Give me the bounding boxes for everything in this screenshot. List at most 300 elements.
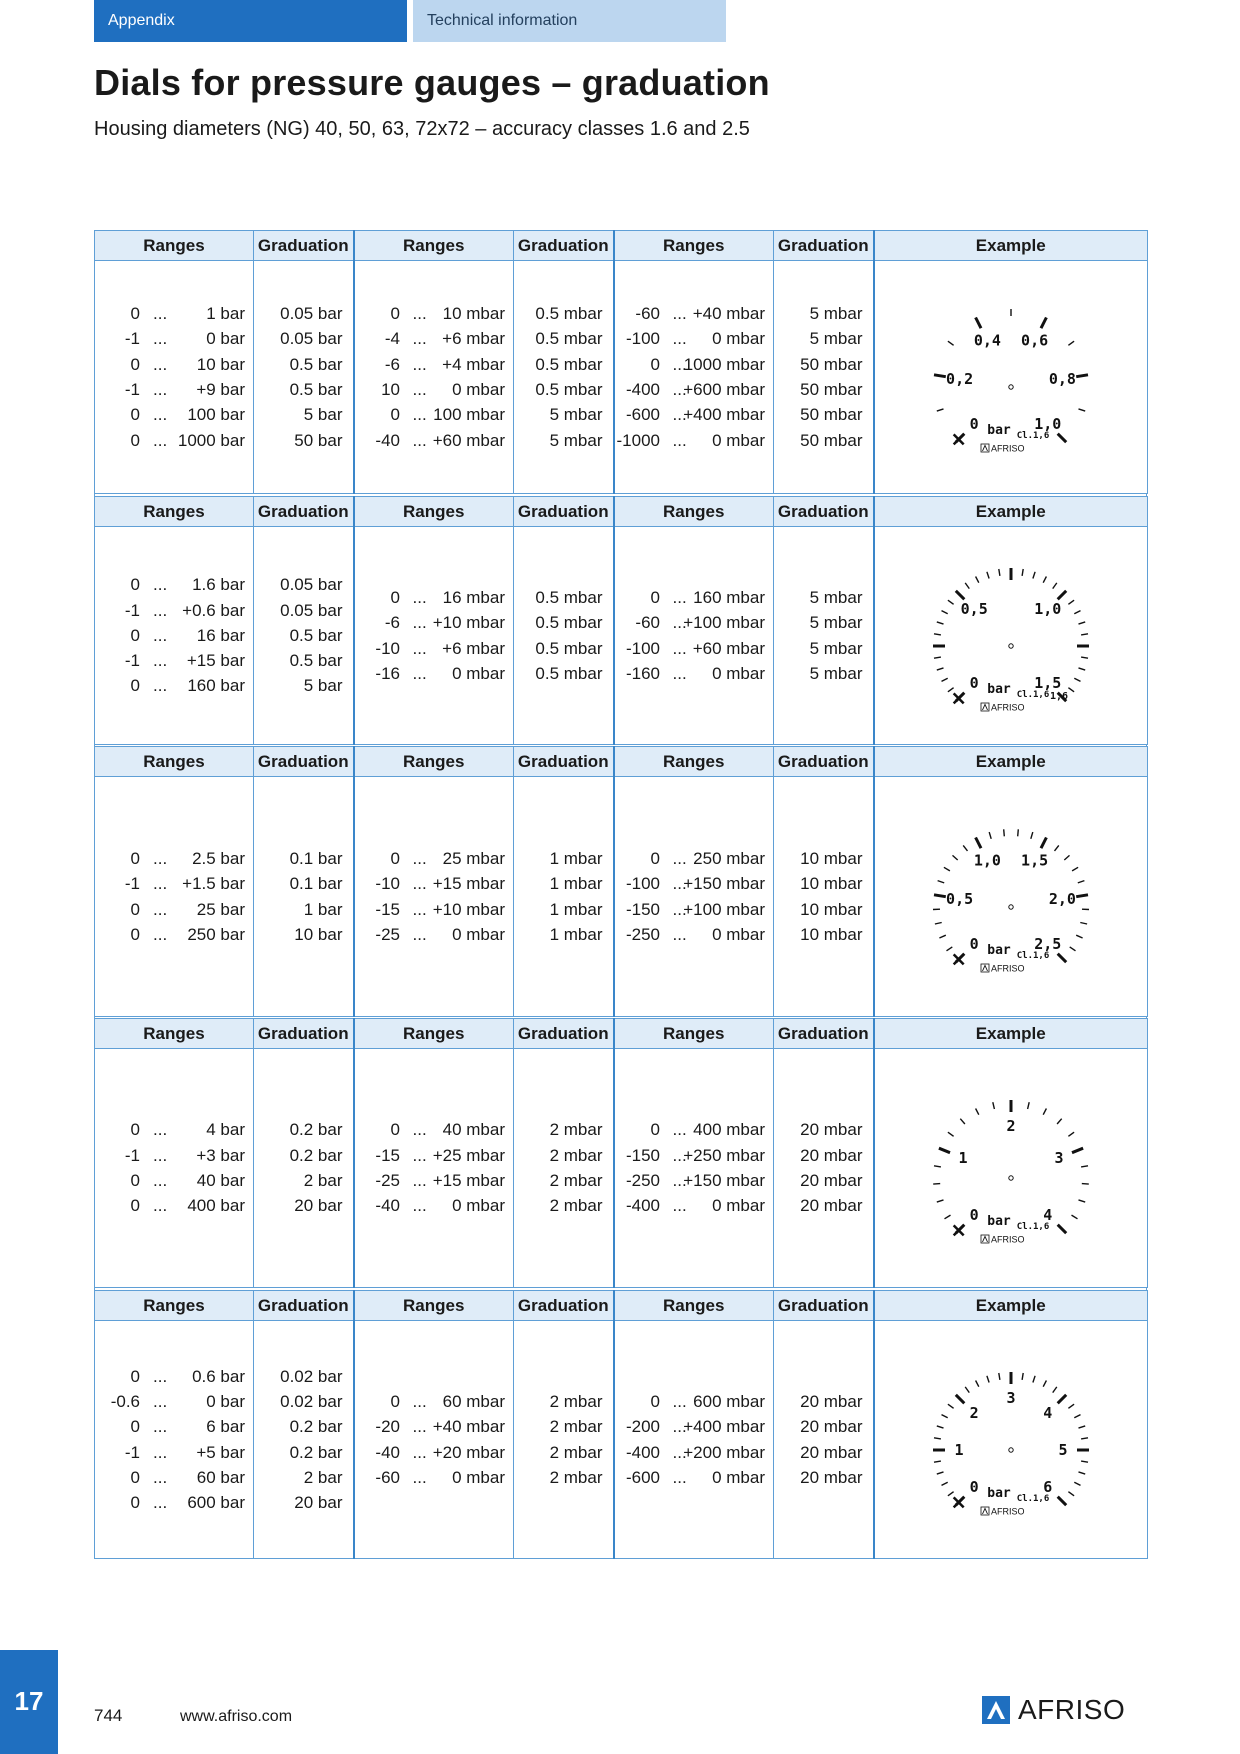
dial-minor-tick bbox=[1003, 829, 1004, 836]
range-max: 25 mbar bbox=[442, 848, 505, 868]
range-line bbox=[95, 598, 253, 623]
dial-minor-tick bbox=[1078, 1471, 1085, 1473]
dial-scale-label: 2,5 bbox=[1034, 934, 1062, 953]
range-min: -40 bbox=[375, 1196, 400, 1216]
dial-minor-tick bbox=[1074, 678, 1080, 681]
dial-major-tick bbox=[1076, 375, 1088, 377]
tab-appendix-label: Appendix bbox=[108, 12, 175, 29]
graduation-value: 0.05 bar bbox=[280, 575, 343, 595]
range-dots: ... bbox=[153, 625, 168, 645]
dial-minor-tick bbox=[1017, 829, 1018, 836]
tab-appendix[interactable] bbox=[94, 0, 407, 42]
dial-unit: bar bbox=[987, 942, 1011, 958]
dial-brand: AFRISO bbox=[990, 702, 1025, 712]
table-body-row bbox=[95, 261, 1148, 494]
range-max: 160 bar bbox=[187, 676, 245, 696]
column-header-graduation: Graduation bbox=[514, 497, 614, 527]
range-line bbox=[615, 326, 774, 351]
example-cell bbox=[874, 1321, 1148, 1559]
range-max: +5 bar bbox=[196, 1442, 245, 1462]
dial-scale-label: 4 bbox=[1043, 1205, 1053, 1224]
range-dots: ... bbox=[412, 874, 427, 894]
dial-scale-label: 0,8 bbox=[1048, 369, 1076, 388]
range-min: 0 bbox=[650, 354, 660, 374]
dial-scale-label: 0 bbox=[969, 1205, 979, 1224]
dial-major-tick bbox=[956, 1394, 965, 1403]
ranges-cell bbox=[95, 1049, 254, 1288]
range-line bbox=[615, 871, 774, 896]
table-header-row bbox=[95, 497, 1148, 527]
dial-minor-tick bbox=[1078, 667, 1085, 669]
range-max: 0 bar bbox=[206, 329, 245, 349]
dial-minor-tick bbox=[948, 687, 954, 691]
range-line bbox=[95, 1490, 253, 1515]
graduation-cell bbox=[514, 777, 614, 1017]
range-dots: ... bbox=[412, 304, 427, 324]
example-cell bbox=[874, 777, 1148, 1017]
graduation-value: 0.5 mbar bbox=[535, 354, 603, 374]
range-line bbox=[355, 661, 514, 686]
dial-minor-tick bbox=[934, 1437, 941, 1438]
dial-minor-tick bbox=[999, 569, 1000, 576]
dial-scale-label: 1,5 bbox=[1020, 851, 1048, 870]
range-line bbox=[95, 1143, 253, 1168]
range-line bbox=[95, 402, 253, 427]
range-line bbox=[95, 1414, 253, 1439]
gauge-dial-example bbox=[911, 551, 1111, 721]
dial-minor-tick bbox=[934, 1166, 941, 1167]
range-max: 0 mbar bbox=[712, 1196, 765, 1216]
dial-minor-tick bbox=[941, 610, 947, 613]
graduation-value: 0.5 mbar bbox=[535, 663, 603, 683]
range-dots: ... bbox=[412, 924, 427, 944]
column-header-graduation: Graduation bbox=[514, 231, 614, 261]
dial-brand: AFRISO bbox=[990, 443, 1025, 454]
range-line bbox=[355, 1117, 514, 1142]
range-dots: ... bbox=[153, 329, 168, 349]
column-header-ranges: Ranges bbox=[354, 747, 514, 777]
range-max: 40 bar bbox=[196, 1171, 245, 1190]
graduation-value: 1 mbar bbox=[549, 848, 603, 868]
range-max: 25 bar bbox=[196, 899, 245, 919]
range-line bbox=[355, 871, 514, 896]
dial-major-tick bbox=[1072, 1148, 1083, 1153]
graduation-value: 10 mbar bbox=[800, 924, 863, 944]
range-max: +20 mbar bbox=[432, 1442, 505, 1462]
range-min: 0 bbox=[650, 848, 660, 868]
graduation-value: 50 mbar bbox=[800, 380, 863, 399]
graduation-cell bbox=[254, 1049, 354, 1288]
column-header-graduation: Graduation bbox=[514, 747, 614, 777]
graduation-value: 0.1 bar bbox=[289, 874, 343, 894]
range-max: 16 mbar bbox=[442, 587, 505, 607]
dial-minor-tick bbox=[965, 1386, 969, 1392]
range-line bbox=[355, 1389, 514, 1414]
dial-scale-label: 1,0 bbox=[1034, 414, 1062, 433]
dial-minor-tick bbox=[944, 867, 950, 871]
dial-minor-tick bbox=[1068, 341, 1074, 345]
range-min: -15 bbox=[375, 1145, 400, 1165]
dial-major-tick bbox=[975, 318, 980, 329]
range-min: -15 bbox=[375, 899, 400, 919]
range-line bbox=[355, 1414, 514, 1439]
graduation-value: 20 mbar bbox=[800, 1467, 863, 1487]
column-header-ranges: Ranges bbox=[614, 1019, 774, 1049]
range-min: 0 bbox=[390, 405, 400, 425]
graduation-cell bbox=[774, 1049, 874, 1288]
column-header-graduation: Graduation bbox=[254, 1019, 354, 1049]
graduation-cell bbox=[514, 1049, 614, 1288]
range-dots: ... bbox=[412, 613, 427, 633]
dial-minor-tick bbox=[1072, 867, 1078, 871]
dial-minor-tick bbox=[944, 1215, 950, 1219]
dial-center-pivot bbox=[1009, 1447, 1013, 1451]
dial-accuracy-class: Cl.1,6 bbox=[1016, 1222, 1050, 1232]
graduation-value: 0.5 mbar bbox=[535, 638, 603, 658]
column-header-graduation: Graduation bbox=[254, 497, 354, 527]
graduation-value: 5 mbar bbox=[809, 587, 863, 607]
dial-major-tick bbox=[1076, 894, 1088, 896]
graduation-cell bbox=[254, 261, 354, 494]
dial-minor-tick bbox=[965, 582, 969, 588]
range-dots: ... bbox=[672, 380, 687, 399]
range-max: +400 mbar bbox=[683, 1417, 765, 1437]
range-line bbox=[355, 326, 514, 351]
range-max: 0 mbar bbox=[452, 380, 505, 399]
range-min: -200 bbox=[625, 1417, 660, 1437]
graduation-cell bbox=[254, 527, 354, 745]
dial-accuracy-class: Cl.1,6 bbox=[1016, 1493, 1050, 1504]
range-min: 0 bbox=[650, 1120, 660, 1140]
column-header-ranges: Ranges bbox=[95, 497, 254, 527]
range-line bbox=[355, 897, 514, 922]
range-max: 6 bar bbox=[206, 1417, 245, 1437]
graduation-value: 2 bar bbox=[303, 1467, 343, 1487]
range-dots: ... bbox=[153, 1391, 168, 1411]
range-min: -60 bbox=[375, 1467, 400, 1487]
range-max: +60 mbar bbox=[432, 430, 505, 450]
dial-brand-logo-icon bbox=[981, 1507, 989, 1515]
range-min: 10 bbox=[381, 380, 400, 399]
range-max: 600 bar bbox=[187, 1493, 245, 1513]
dial-minor-tick bbox=[963, 845, 967, 851]
range-line bbox=[615, 922, 774, 947]
range-min: -400 bbox=[625, 1442, 660, 1462]
range-min: -1 bbox=[124, 600, 140, 620]
range-dots: ... bbox=[153, 899, 168, 919]
range-max: 250 mbar bbox=[693, 848, 765, 868]
range-max: +100 mbar bbox=[683, 899, 765, 919]
range-max: +1.5 bar bbox=[182, 874, 245, 894]
page-number: 744 bbox=[94, 1706, 123, 1725]
graduation-value: 0.5 mbar bbox=[535, 380, 603, 399]
dial-accuracy-class: Cl.1,6 bbox=[1016, 431, 1050, 441]
example-cell bbox=[874, 1049, 1148, 1288]
range-line bbox=[95, 1193, 253, 1218]
column-header-graduation: Graduation bbox=[774, 1019, 874, 1049]
graduation-value: 5 mbar bbox=[549, 405, 603, 425]
dial-minor-tick bbox=[1033, 1375, 1035, 1382]
range-max: 100 mbar bbox=[433, 405, 505, 425]
range-min: -6 bbox=[384, 613, 400, 633]
gauge-dial-example bbox=[911, 1083, 1111, 1253]
range-min: -0.6 bbox=[110, 1391, 140, 1411]
range-dots: ... bbox=[672, 430, 687, 450]
range-max: 10 mbar bbox=[442, 304, 505, 324]
range-dots: ... bbox=[672, 329, 687, 349]
dial-minor-tick bbox=[937, 1200, 944, 1202]
range-min: -1 bbox=[124, 1442, 140, 1462]
range-max: +3 bar bbox=[196, 1145, 245, 1165]
range-dots: ... bbox=[412, 1391, 427, 1411]
graduation-value: 5 mbar bbox=[549, 430, 603, 450]
range-min: -25 bbox=[375, 924, 400, 944]
range-max: 600 mbar bbox=[693, 1391, 765, 1411]
range-max: 1000 bar bbox=[177, 430, 245, 450]
range-line bbox=[95, 428, 253, 453]
dial-minor-tick bbox=[1078, 1200, 1085, 1202]
dial-minor-tick bbox=[975, 1109, 978, 1115]
dial-minor-tick bbox=[987, 571, 989, 578]
range-min: -40 bbox=[375, 1442, 400, 1462]
tab-technical-information[interactable] bbox=[413, 0, 726, 42]
dial-scale-label: 1,0 bbox=[973, 851, 1001, 870]
dial-minor-tick bbox=[935, 922, 942, 924]
range-max: +40 mbar bbox=[432, 1417, 505, 1437]
graduation-cell bbox=[514, 261, 614, 494]
range-line bbox=[95, 1389, 253, 1414]
range-dots: ... bbox=[412, 663, 427, 683]
range-line bbox=[95, 922, 253, 947]
dial-scale-label: 1,5 bbox=[1034, 673, 1062, 692]
dial-minor-tick bbox=[934, 633, 941, 634]
dial-scale-label: 0,4 bbox=[973, 331, 1001, 350]
range-dots: ... bbox=[672, 304, 687, 324]
range-dots: ... bbox=[153, 651, 168, 671]
dial-scale-label: 0,5 bbox=[945, 889, 973, 908]
column-header-graduation: Graduation bbox=[774, 747, 874, 777]
dial-minor-tick bbox=[1074, 1482, 1080, 1485]
column-header-ranges: Ranges bbox=[95, 231, 254, 261]
range-max: +10 mbar bbox=[432, 899, 505, 919]
dial-scale-label: 1 bbox=[958, 1149, 968, 1168]
graduation-value: 10 mbar bbox=[800, 848, 863, 868]
range-dots: ... bbox=[672, 354, 687, 374]
range-line bbox=[615, 1389, 774, 1414]
graduation-value: 1 bar bbox=[303, 899, 343, 919]
graduation-value: 5 bar bbox=[303, 405, 343, 425]
range-max: +250 mbar bbox=[683, 1145, 765, 1165]
graduation-value: 20 mbar bbox=[800, 1171, 863, 1190]
dial-scale-label: 0 bbox=[969, 934, 979, 953]
graduation-value: 0.5 bar bbox=[289, 380, 343, 399]
range-min: 0 bbox=[650, 1391, 660, 1411]
dial-scale-label: 0 bbox=[969, 1477, 979, 1496]
graduation-cell bbox=[774, 1321, 874, 1559]
range-max: 2.5 bar bbox=[192, 848, 245, 868]
ranges-cell bbox=[614, 1049, 774, 1288]
dial-minor-tick bbox=[1082, 1184, 1089, 1185]
graduation-value: 20 mbar bbox=[800, 1417, 863, 1437]
dial-minor-tick bbox=[1033, 571, 1035, 578]
range-max: 0 mbar bbox=[452, 663, 505, 683]
graduation-value: 0.5 mbar bbox=[535, 304, 603, 324]
range-line bbox=[355, 1143, 514, 1168]
range-min: -20 bbox=[375, 1417, 400, 1437]
example-cell bbox=[874, 261, 1148, 494]
range-min: 0 bbox=[130, 304, 140, 324]
dial-minor-tick bbox=[1078, 409, 1085, 411]
range-dots: ... bbox=[672, 613, 687, 633]
range-line bbox=[615, 1117, 774, 1142]
dial-unit: bar bbox=[987, 423, 1011, 438]
range-max: +150 mbar bbox=[683, 1171, 765, 1190]
range-min: 0 bbox=[130, 1196, 140, 1216]
graduation-value: 2 bar bbox=[303, 1171, 343, 1190]
dial-minor-tick bbox=[1043, 1380, 1046, 1386]
graduation-value: 50 mbar bbox=[800, 405, 863, 425]
range-line bbox=[355, 610, 514, 635]
range-line bbox=[615, 428, 774, 453]
table-body-row bbox=[95, 1049, 1148, 1288]
range-dots: ... bbox=[672, 1467, 687, 1487]
range-dots: ... bbox=[412, 380, 427, 399]
range-min: -600 bbox=[625, 405, 660, 425]
range-line bbox=[355, 352, 514, 377]
range-min: -100 bbox=[625, 329, 660, 349]
range-dots: ... bbox=[153, 676, 168, 696]
graduation-value: 1 mbar bbox=[549, 899, 603, 919]
range-max: +0.6 bar bbox=[182, 600, 245, 620]
range-max: +15 mbar bbox=[432, 1171, 505, 1190]
dial-zero-stop-icon bbox=[953, 1497, 963, 1507]
dial-minor-tick bbox=[948, 1491, 954, 1495]
dial-center-pivot bbox=[1009, 1176, 1013, 1180]
range-min: 0 bbox=[130, 1493, 140, 1513]
range-line bbox=[355, 402, 514, 427]
column-header-ranges: Ranges bbox=[614, 1291, 774, 1321]
range-line bbox=[95, 1440, 253, 1465]
graduation-value: 20 mbar bbox=[800, 1442, 863, 1462]
range-min: -160 bbox=[625, 663, 660, 683]
range-line bbox=[615, 352, 774, 377]
ranges-cell bbox=[95, 527, 254, 745]
dial-major-tick bbox=[1057, 1496, 1066, 1505]
dial-brand: AFRISO bbox=[990, 963, 1025, 973]
column-header-graduation: Graduation bbox=[514, 1019, 614, 1049]
dial-scale-label: 0,6 bbox=[1020, 331, 1048, 350]
graduation-value: 5 mbar bbox=[809, 304, 863, 324]
range-min: -150 bbox=[625, 899, 660, 919]
range-max: 60 bar bbox=[196, 1467, 245, 1487]
range-dots: ... bbox=[672, 924, 687, 944]
dial-scale-label: 1 bbox=[954, 1440, 964, 1459]
range-min: -40 bbox=[375, 430, 400, 450]
dial-minor-tick bbox=[1078, 880, 1085, 882]
graduation-value: 0.05 bar bbox=[280, 600, 343, 620]
graduation-value: 1 mbar bbox=[549, 924, 603, 944]
range-dots: ... bbox=[672, 874, 687, 894]
dial-minor-tick bbox=[937, 667, 944, 669]
range-dots: ... bbox=[412, 638, 427, 658]
website-link[interactable]: www.afriso.com bbox=[180, 1708, 293, 1725]
range-min: 0 bbox=[130, 1120, 140, 1140]
column-header-ranges: Ranges bbox=[354, 231, 514, 261]
dial-minor-tick bbox=[1043, 576, 1046, 582]
graduation-value: 5 mbar bbox=[809, 613, 863, 633]
dial-scale-label: 0 bbox=[969, 414, 979, 433]
range-line bbox=[95, 377, 253, 402]
table-header-row bbox=[95, 231, 1148, 261]
dial-minor-tick bbox=[937, 621, 944, 623]
ranges-cell bbox=[95, 777, 254, 1017]
table-header-row bbox=[95, 1019, 1148, 1049]
dial-accuracy-class: Cl.1,6 bbox=[1016, 689, 1050, 700]
range-dots: ... bbox=[672, 848, 687, 868]
range-line bbox=[95, 648, 253, 673]
dial-minor-tick bbox=[937, 1425, 944, 1427]
graduation-value: 20 mbar bbox=[800, 1196, 863, 1216]
dial-minor-tick bbox=[993, 1102, 995, 1109]
range-dots: ... bbox=[153, 1366, 168, 1386]
dial-minor-tick bbox=[939, 935, 945, 938]
range-dots: ... bbox=[412, 1467, 427, 1487]
tab-technical-information-label: Technical information bbox=[427, 12, 578, 29]
gauge-dial-example bbox=[911, 812, 1111, 982]
range-max: 0 mbar bbox=[712, 924, 765, 944]
dial-minor-tick bbox=[999, 1373, 1000, 1380]
gauge-dial-example bbox=[911, 292, 1111, 462]
column-header-graduation: Graduation bbox=[774, 1291, 874, 1321]
range-line bbox=[615, 1168, 774, 1193]
dial-minor-tick bbox=[937, 409, 944, 411]
dial-minor-tick bbox=[1057, 1119, 1062, 1124]
range-max: 1 bar bbox=[206, 304, 245, 324]
column-header-graduation: Graduation bbox=[774, 231, 874, 261]
graduation-value: 0.02 bar bbox=[280, 1391, 343, 1411]
range-max: 0 mbar bbox=[452, 1467, 505, 1487]
dial-minor-tick bbox=[1068, 1491, 1074, 1495]
dial-major-tick bbox=[1057, 1225, 1066, 1234]
ranges-cell bbox=[95, 261, 254, 494]
range-max: 4 bar bbox=[206, 1120, 245, 1140]
range-min: -1 bbox=[124, 874, 140, 894]
range-min: 0 bbox=[390, 587, 400, 607]
range-min: 0 bbox=[130, 1366, 140, 1386]
ranges-cell bbox=[95, 1321, 254, 1559]
dial-minor-tick bbox=[1081, 633, 1088, 634]
column-header-example: Example bbox=[874, 1019, 1148, 1049]
range-line bbox=[615, 1414, 774, 1439]
range-min: -60 bbox=[635, 304, 660, 324]
range-max: 0.6 bar bbox=[192, 1366, 245, 1386]
graduation-value: 0.2 bar bbox=[289, 1120, 343, 1140]
range-dots: ... bbox=[672, 1417, 687, 1437]
range-line bbox=[615, 1440, 774, 1465]
range-min: -4 bbox=[384, 329, 400, 349]
page-title: Dials for pressure gauges – graduation bbox=[94, 62, 770, 103]
range-line bbox=[95, 897, 253, 922]
dial-minor-tick bbox=[937, 1471, 944, 1473]
graduation-cell bbox=[774, 777, 874, 1017]
dial-scale-label: 2 bbox=[1006, 1117, 1016, 1135]
graduation-value: 50 mbar bbox=[800, 430, 863, 450]
range-line bbox=[95, 846, 253, 871]
range-max: 0 bar bbox=[206, 1391, 245, 1411]
range-min: 0 bbox=[130, 405, 140, 425]
table-body-row bbox=[95, 527, 1148, 745]
range-line bbox=[355, 1168, 514, 1193]
